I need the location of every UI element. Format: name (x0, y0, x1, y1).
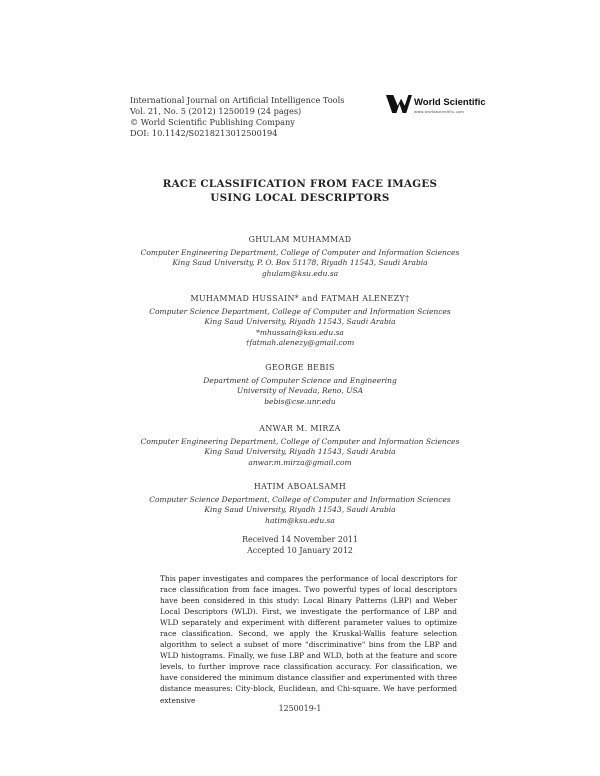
author-address: King Saud University, Riyadh 11543, Saudi Arabia (204, 505, 396, 515)
author-email[interactable]: bebis@cse.unr.edu (264, 396, 336, 406)
author-affiliation: Computer Science Department, College of Computer and Information Sciences (149, 306, 451, 316)
received-date: Received 14 November 2011 (242, 535, 358, 544)
publisher-url: www.worldscientific.com (414, 109, 465, 114)
author-affiliation: Computer Engineering Department, College of Computer and Information Sciences (140, 247, 460, 257)
author-block (0, 363, 600, 407)
author-affiliation: Computer Science Department, College of Computer and Information Sciences (149, 494, 451, 504)
journal-doi[interactable]: DOI: 10.1142/S0218213012500194 (130, 128, 278, 138)
author-name: HATIM ABOALSAMH (253, 482, 347, 491)
author-address: University of Nevada, Reno, USA (236, 386, 364, 396)
journal-volume: Vol. 21, No. 5 (2012) 1250019 (24 pages) (130, 106, 302, 116)
journal-name: International Journal on Artificial Intelligence Tools (130, 95, 345, 105)
author-name: GHULAM MUHAMMAD (248, 235, 352, 244)
author-address: King Saud University, Riyadh 11543, Saudi Arabia (204, 317, 396, 327)
journal-copyright: © World Scientific Publishing Company (130, 117, 295, 127)
author-affiliation: Department of Computer Science and Engineering (203, 375, 397, 385)
publisher-name: World Scientific (414, 97, 486, 108)
page-number: 1250019-1 (278, 704, 322, 713)
accepted-date: Accepted 10 January 2012 (247, 546, 353, 555)
author-block (0, 235, 600, 279)
author-address: King Saud University, Riyadh 11543, Saudi Arabia (204, 447, 396, 457)
journal-header (130, 95, 344, 139)
author-name: GEORGE BEBIS (265, 363, 335, 372)
title-line-1: RACE CLASSIFICATION FROM FACE IMAGES (162, 178, 438, 190)
paper-title (0, 178, 600, 205)
author-email[interactable]: †fatmah.alenezy@gmail.com (245, 338, 355, 348)
dates-block (0, 534, 600, 556)
author-email[interactable]: *mhussain@ksu.edu.sa (256, 327, 344, 337)
ws-logo-icon (386, 95, 412, 113)
author-email[interactable]: anwar.m.mirza@gmail.com (248, 457, 352, 467)
title-line-2: USING LOCAL DESCRIPTORS (210, 191, 390, 204)
author-address: King Saud University, P. O. Box 51178, Riyadh 11543, Saudi Arabia (172, 258, 428, 268)
author-block (0, 294, 600, 349)
author-block (0, 424, 600, 468)
author-email[interactable]: hatim@ksu.edu.sa (265, 515, 335, 525)
author-name: MUHAMMAD HUSSAIN* and FATMAH ALENEZY† (190, 294, 410, 303)
author-block (0, 482, 600, 526)
publisher-logo (386, 95, 486, 119)
author-email[interactable]: ghulam@ksu.edu.sa (261, 268, 339, 278)
abstract-text: This paper investigates and compares the performance of local descriptors for race classification from face images. Two powerful types of local descriptors have been considered in this study: Local Binary Patterns (LBP) and Weber Local Descriptors (WLD). First, we investigate the performance of LBP and WLD separately and experiment with different parameter values to optimize race classification. Second, we apply the Kruskal-Wallis feature selection algorithm to select a subset of more "discriminative" bins from the LBP and WLD histograms. Finally, we fuse LBP and WLD, both at the feature and score levels, to further improve race classification accuracy. For classification, we have considered the minimum distance classifier and experimented with three distance measures: City-block, Euclidean, and Chi-square. We have performed extensive (160, 574, 457, 705)
author-name: ANWAR M. MIRZA (259, 424, 341, 433)
author-affiliation: Computer Engineering Department, College of Computer and Information Sciences (140, 436, 460, 446)
